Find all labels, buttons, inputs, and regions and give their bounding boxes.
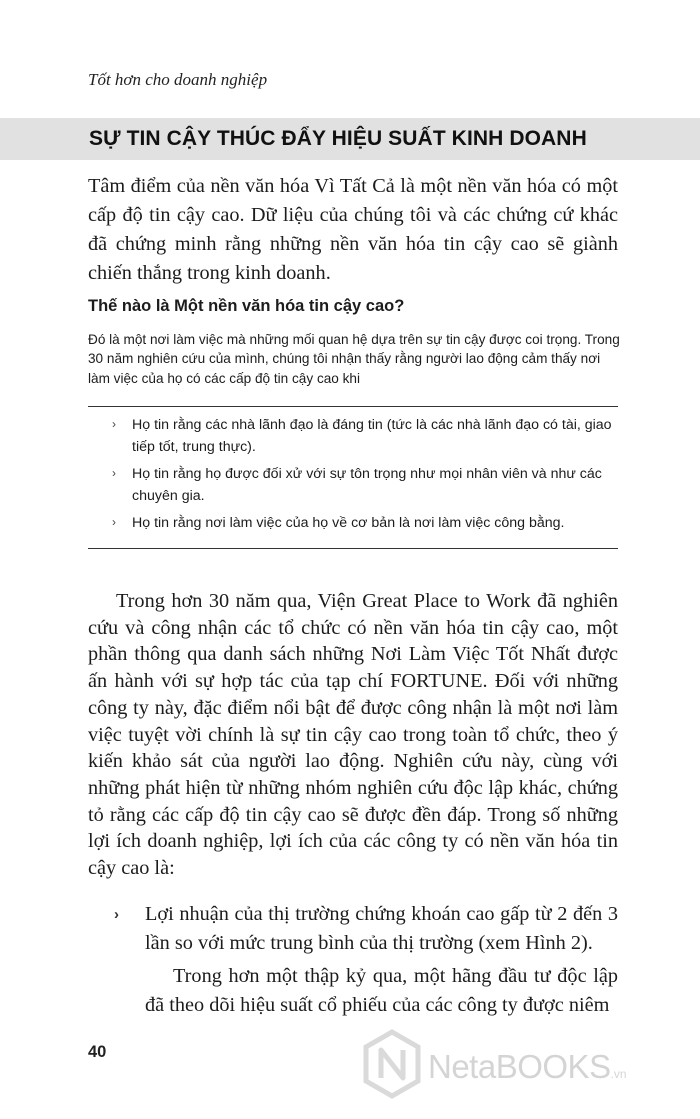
- section-title: SỰ TIN CẬY THÚC ĐẨY HIỆU SUẤT KINH DOANH: [89, 127, 587, 150]
- benefit-item: [88, 900, 618, 958]
- box-top-rule: [88, 406, 618, 407]
- list-item: [88, 512, 618, 534]
- chevron-right-icon: ›: [112, 417, 116, 431]
- page-number: 40: [88, 1043, 107, 1061]
- continuation-paragraph: Trong hơn một thập kỷ qua, một hãng đầu tư độc lập đã theo dõi hiệu suất cổ phiếu của các công ty được niêm: [145, 965, 618, 1016]
- watermark-suffix: .vn: [610, 1067, 627, 1081]
- watermark: [362, 1028, 692, 1102]
- box-intro-text: Đó là một nơi làm việc mà những mối quan hệ dựa trên sự tin cậy được coi trọng. Trong 30 năm nghiên cứu của mình, chúng tôi nhận thấy rằng người lao động cảm thấy nơi làm việc của họ có các cấp độ tin cậy cao khi: [88, 332, 620, 386]
- netabooks-logo-icon: [362, 1028, 422, 1100]
- chevron-right-icon: ›: [112, 515, 116, 529]
- watermark-text: [428, 1048, 627, 1086]
- trust-criteria-list: [88, 414, 618, 539]
- section-header-bar: [0, 118, 700, 160]
- chevron-right-icon: ›: [112, 466, 116, 480]
- watermark-brand: NetaBOOKS: [428, 1048, 611, 1085]
- body-paragraph: Trong hơn 30 năm qua, Viện Great Place to Work đã nghiên cứu và công nhận các tổ chức có nền văn hóa tin cậy cao, một phần thông qua danh sách những Nơi Làm Việc Tốt Nhất được ấn hành với sự hợp tác của tạp chí FORTUNE. Đối với những công ty này, đặc điểm nổi bật để được công nhận là một nơi làm việc tuyệt vời chính là sự tin cậy cao trong toàn tổ chức, theo ý kiến khảo sát của người lao động. Nghiên cứu này, cùng với những phát hiện từ những nhóm nghiên cứu độc lập khác, chứng tỏ rằng các cấp độ tin cậy cao sẽ được đền đáp. Trong số những lợi ích doanh nghiệp, lợi ích của các công ty có nền văn hóa tin cậy cao là:: [88, 590, 618, 880]
- box-heading: Thế nào là Một nền văn hóa tin cậy cao?: [88, 297, 405, 315]
- list-item-text: Họ tin rằng họ được đối xử với sự tôn trọng như mọi nhân viên và như các chuyên gia.: [132, 466, 602, 504]
- list-item-text: Họ tin rằng các nhà lãnh đạo là đáng tin (tức là các nhà lãnh đạo có tài, giao tiếp tốt, trung thực).: [132, 417, 612, 455]
- box-bottom-rule: [88, 548, 618, 549]
- list-item-text: Họ tin rằng nơi làm việc của họ về cơ bản là nơi làm việc công bằng.: [132, 515, 565, 531]
- list-item: [88, 414, 618, 458]
- intro-paragraph: Tâm điểm của nền văn hóa Vì Tất Cả là một nền văn hóa có một cấp độ tin cậy cao. Dữ liệu của chúng tôi và các chứng cứ khác đã chứng minh rằng những nền văn hóa tin cậy cao sẽ giành chiến thắng trong kinh doanh.: [88, 175, 618, 284]
- list-item: [88, 463, 618, 507]
- benefit-text: Lợi nhuận của thị trường chứng khoán cao gấp từ 2 đến 3 lần so với mức trung bình của thị trường (xem Hình 2).: [145, 903, 618, 954]
- chevron-right-icon: ›: [114, 906, 119, 923]
- running-head: Tốt hơn cho doanh nghiệp: [88, 70, 268, 89]
